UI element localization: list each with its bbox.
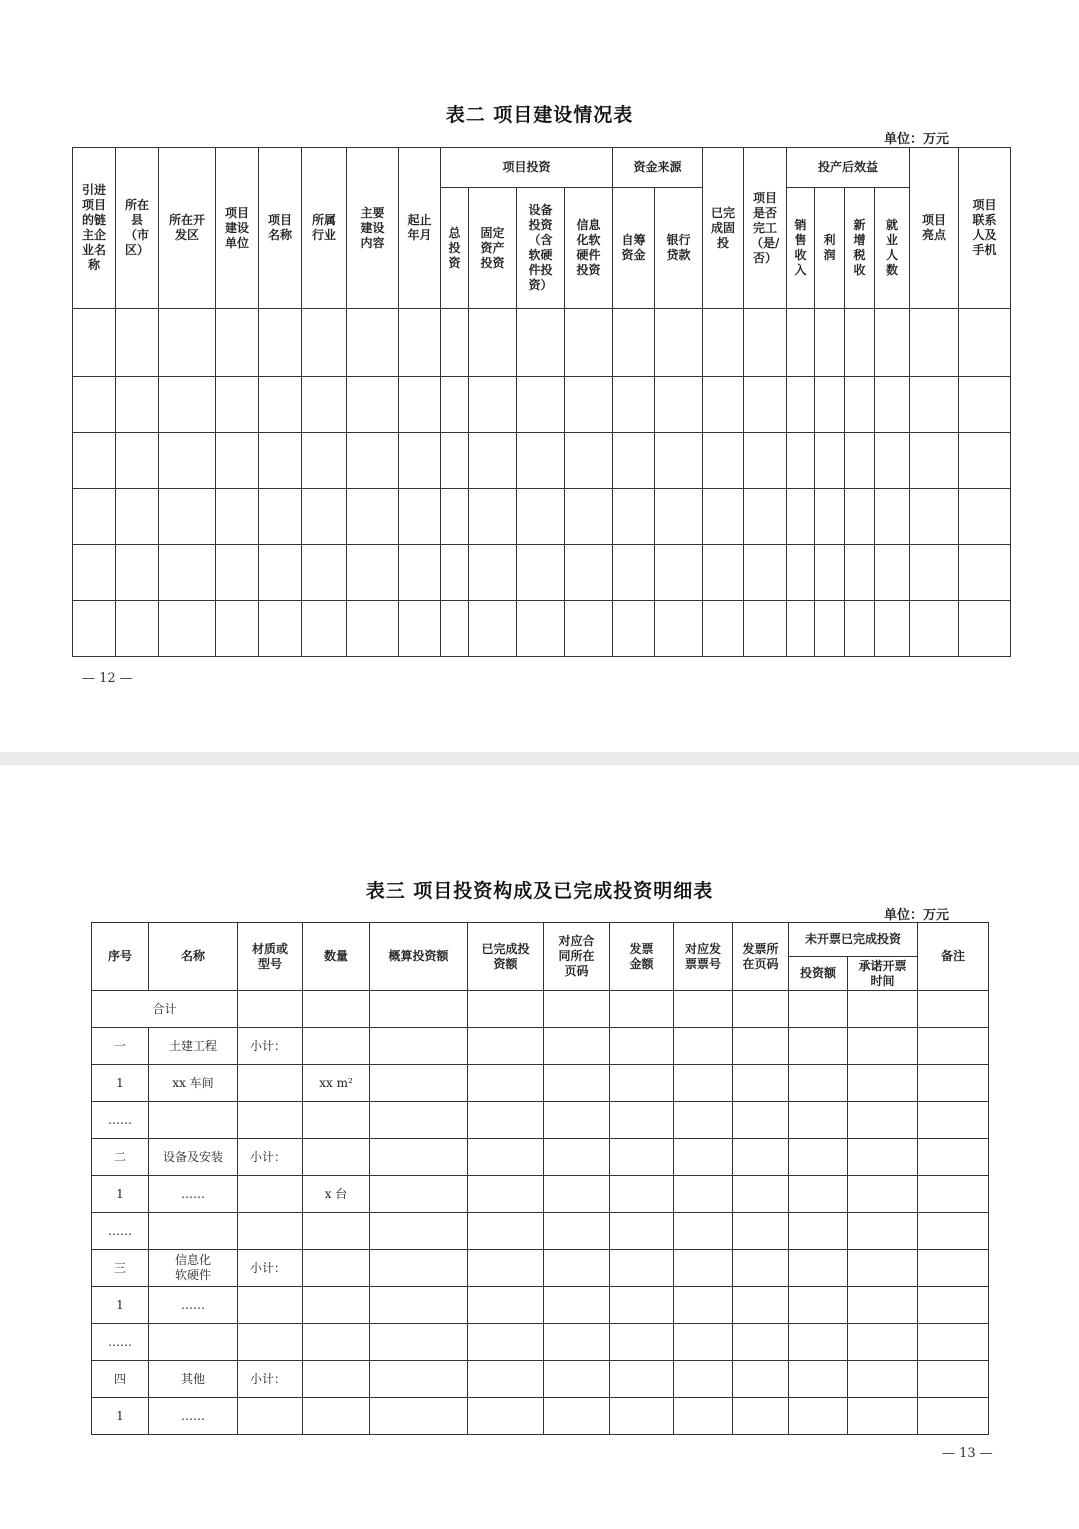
table-cell: [610, 1250, 674, 1287]
cell-name: 信息化软硬件: [149, 1250, 238, 1287]
cell-seq: 1: [92, 1287, 149, 1324]
table-cell: [789, 1398, 848, 1435]
table-cell: [674, 1102, 733, 1139]
table-cell: [918, 1324, 989, 1361]
table-cell: [610, 1139, 674, 1176]
cell-material: 小计：: [238, 1028, 303, 1065]
header-main-content: 主要建设内容: [347, 148, 399, 309]
header-invoice-time: 承诺开票时间: [848, 957, 918, 991]
header-project-investment: 项目投资: [441, 148, 613, 188]
cell-seq: 1: [92, 1398, 149, 1435]
table-cell: [370, 1139, 468, 1176]
header-quantity: 数量: [303, 923, 370, 991]
cell-name: [149, 1324, 238, 1361]
table-row: [73, 309, 1011, 377]
table-row: [92, 1287, 989, 1324]
cell-quantity: [303, 1287, 370, 1324]
table-cell: [789, 1250, 848, 1287]
table3-unit: 单位：万元: [884, 908, 950, 923]
header-invoice-no: 对应发票票号: [674, 923, 733, 991]
table-cell: [610, 991, 674, 1028]
table-cell: [468, 991, 544, 1028]
header-period: 起止年月: [399, 148, 441, 309]
cell-name: 土建工程: [149, 1028, 238, 1065]
table-cell: [544, 1287, 610, 1324]
header-county: 所在县（市区）: [116, 148, 159, 309]
page-number-13: — 13 —: [942, 1446, 993, 1461]
cell-quantity: [303, 1398, 370, 1435]
cell-material: [238, 1102, 303, 1139]
table-cell: [303, 991, 370, 1028]
header-new-tax: 新增税收: [845, 188, 875, 309]
header-self-funds: 自筹资金: [613, 188, 655, 309]
table-row: [92, 1176, 989, 1213]
cell-material: [238, 1176, 303, 1213]
table-cell: [544, 991, 610, 1028]
table-cell: [610, 1102, 674, 1139]
table-cell: [848, 1398, 918, 1435]
table-row: [92, 1102, 989, 1139]
header-fixed-invest: 固定资产投资: [469, 188, 517, 309]
table-cell: [789, 1139, 848, 1176]
investment-detail-table: [91, 922, 989, 1435]
table-cell: [468, 1028, 544, 1065]
cell-quantity: [303, 1324, 370, 1361]
project-construction-table: [72, 147, 1011, 657]
table-cell: [674, 1065, 733, 1102]
header-total-invest: 总投资: [441, 188, 469, 309]
table-cell: [848, 1176, 918, 1213]
table-cell: [610, 1287, 674, 1324]
cell-quantity: [303, 1213, 370, 1250]
cell-seq: 三: [92, 1250, 149, 1287]
table-cell: [544, 1139, 610, 1176]
cell-seq: ……: [92, 1213, 149, 1250]
table-cell: [789, 1065, 848, 1102]
header-info-invest: 信息化软硬件投资: [565, 188, 613, 309]
table-cell: [789, 1176, 848, 1213]
cell-name: ……: [149, 1398, 238, 1435]
table-cell: [468, 1139, 544, 1176]
cell-quantity: [303, 1250, 370, 1287]
header-profit: 利润: [815, 188, 845, 309]
cell-quantity: [303, 1102, 370, 1139]
table2-unit: 单位：万元: [884, 132, 950, 147]
cell-seq: 1: [92, 1065, 149, 1102]
table-cell: [468, 1176, 544, 1213]
table-cell: [370, 1324, 468, 1361]
cell-quantity: [303, 1139, 370, 1176]
table-cell: [610, 1398, 674, 1435]
table-cell: [370, 1213, 468, 1250]
table-cell: [544, 1324, 610, 1361]
table-cell: [610, 1176, 674, 1213]
page-separator: [0, 752, 1079, 765]
table-cell: [918, 1176, 989, 1213]
header-name: 名称: [149, 923, 238, 991]
cell-material: 小计：: [238, 1139, 303, 1176]
header-uninvoiced-amount: 投资额: [789, 957, 848, 991]
table-cell: [468, 1250, 544, 1287]
header-dev-zone: 所在开发区: [159, 148, 216, 309]
table-row: [73, 545, 1011, 601]
header-budget: 概算投资额: [370, 923, 468, 991]
header-chain-enterprise: 引进项目的链主企业名称: [73, 148, 116, 309]
table-cell: [918, 1065, 989, 1102]
header-contract-page: 对应合同所在页码: [544, 923, 610, 991]
table-row: [92, 1028, 989, 1065]
table-cell: [544, 1213, 610, 1250]
table-cell: [610, 1213, 674, 1250]
table-cell: [544, 1361, 610, 1398]
header-jobs: 就业人数: [875, 188, 910, 309]
table-cell: [370, 1065, 468, 1102]
cell-name: ……: [149, 1287, 238, 1324]
table-cell: [918, 1213, 989, 1250]
header-invoice-amount: 发票金额: [610, 923, 674, 991]
table-cell: [468, 1065, 544, 1102]
table-cell: [848, 1139, 918, 1176]
table-cell: [789, 1361, 848, 1398]
cell-material: 小计：: [238, 1250, 303, 1287]
table-cell: [674, 1287, 733, 1324]
table-row: [92, 1250, 989, 1287]
table-cell: [848, 1065, 918, 1102]
table-row: [92, 1139, 989, 1176]
table-cell: [674, 1213, 733, 1250]
table-row: [92, 1065, 989, 1102]
cell-quantity: [303, 1028, 370, 1065]
cell-name: [149, 1102, 238, 1139]
header-uninvoiced-group: 未开票已完成投资: [789, 923, 918, 957]
table3-title: 表三 项目投资构成及已完成投资明细表: [365, 880, 714, 902]
table-cell: [610, 1361, 674, 1398]
table-cell: [733, 1287, 789, 1324]
header-industry: 所属行业: [302, 148, 347, 309]
cell-material: [238, 1398, 303, 1435]
table-cell: [610, 1028, 674, 1065]
table-row: [92, 1361, 989, 1398]
table-cell: [918, 1028, 989, 1065]
header-material: 材质或型号: [238, 923, 303, 991]
table-cell: [674, 1398, 733, 1435]
table-cell: [544, 1028, 610, 1065]
table-cell: [733, 1250, 789, 1287]
cell-seq: 二: [92, 1139, 149, 1176]
page-number-12: — 12 —: [82, 671, 133, 686]
table-row: [73, 377, 1011, 433]
table-cell: [733, 1361, 789, 1398]
table-cell: [789, 1324, 848, 1361]
table-cell: [370, 1361, 468, 1398]
header-seq: 序号: [92, 923, 149, 991]
table-cell: [370, 1398, 468, 1435]
table-cell: [468, 1102, 544, 1139]
page-12: [0, 0, 1079, 752]
table-row: [73, 433, 1011, 489]
table-cell: [733, 991, 789, 1028]
table-cell: [848, 1028, 918, 1065]
cell-quantity: [303, 1361, 370, 1398]
cell-material: [238, 1287, 303, 1324]
header-invoice-page: 发票所在页码: [733, 923, 789, 991]
cell-quantity: x 台: [303, 1176, 370, 1213]
table-cell: [674, 1361, 733, 1398]
table-cell: [848, 1102, 918, 1139]
cell-name: xx 车间: [149, 1065, 238, 1102]
header-completed-fixed: 已完成固投: [703, 148, 744, 309]
table-cell: [848, 1213, 918, 1250]
header-builder: 项目建设单位: [216, 148, 259, 309]
table-cell: [733, 1398, 789, 1435]
table-cell: [733, 1102, 789, 1139]
header-sales: 销售收入: [787, 188, 815, 309]
table2-title: 表二 项目建设情况表: [445, 104, 634, 126]
table-cell: [918, 1250, 989, 1287]
table-cell: [544, 1102, 610, 1139]
table-cell: [733, 1176, 789, 1213]
table-cell: [733, 1324, 789, 1361]
table-cell: [918, 1361, 989, 1398]
header-remark: 备注: [918, 923, 989, 991]
table-cell: [848, 1287, 918, 1324]
cell-material: [238, 1213, 303, 1250]
table-cell: [848, 991, 918, 1028]
table-cell: [918, 1287, 989, 1324]
cell-seq: 四: [92, 1361, 149, 1398]
table-cell: [918, 1102, 989, 1139]
table-cell: [918, 1139, 989, 1176]
header-finished: 项目是否完工（是/否）: [744, 148, 787, 309]
table-cell: [674, 1028, 733, 1065]
table-row: [92, 1398, 989, 1435]
cell-name: 设备及安装: [149, 1139, 238, 1176]
table-cell: [789, 1028, 848, 1065]
cell-name: ……: [149, 1176, 238, 1213]
cell-material: [238, 1324, 303, 1361]
page-13: [0, 765, 1079, 1529]
table-cell: [238, 991, 303, 1028]
table-cell: [918, 991, 989, 1028]
table-row: [73, 601, 1011, 657]
table-row: [92, 1324, 989, 1361]
table-cell: [733, 1139, 789, 1176]
cell-seq: ……: [92, 1102, 149, 1139]
table-cell: [674, 1250, 733, 1287]
header-fund-source: 资金来源: [613, 148, 703, 188]
table-cell: [544, 1250, 610, 1287]
cell-seq: 1: [92, 1176, 149, 1213]
table-cell: [733, 1065, 789, 1102]
table-cell: [370, 1176, 468, 1213]
table-cell: [468, 1287, 544, 1324]
table-cell: [370, 1250, 468, 1287]
table-cell: [674, 1324, 733, 1361]
header-bank-loan: 银行贷款: [655, 188, 703, 309]
table-row: [92, 991, 989, 1028]
cell-name: [149, 1213, 238, 1250]
table-cell: [468, 1398, 544, 1435]
total-label: 合计: [92, 991, 238, 1028]
table-row: [73, 489, 1011, 545]
table-row: [92, 1213, 989, 1250]
table-cell: [544, 1176, 610, 1213]
table-cell: [674, 991, 733, 1028]
table-cell: [848, 1361, 918, 1398]
table3-body: [92, 991, 989, 1435]
table-cell: [468, 1324, 544, 1361]
table-cell: [789, 1287, 848, 1324]
table-cell: [674, 1176, 733, 1213]
cell-name: 其他: [149, 1361, 238, 1398]
header-contact: 项目联系人及手机: [959, 148, 1011, 309]
header-benefits: 投产后效益: [787, 148, 910, 188]
header-equipment-invest: 设备投资（含软硬件投资）: [517, 188, 565, 309]
table-cell: [468, 1361, 544, 1398]
table-cell: [468, 1213, 544, 1250]
table-cell: [544, 1065, 610, 1102]
table-cell: [733, 1213, 789, 1250]
table-cell: [610, 1065, 674, 1102]
table-cell: [370, 1028, 468, 1065]
table-cell: [674, 1139, 733, 1176]
table-cell: [789, 1213, 848, 1250]
table-cell: [610, 1324, 674, 1361]
table-cell: [733, 1028, 789, 1065]
cell-seq: ……: [92, 1324, 149, 1361]
header-project-name: 项目名称: [259, 148, 302, 309]
cell-quantity: xx m²: [303, 1065, 370, 1102]
table-cell: [370, 1287, 468, 1324]
table-cell: [789, 1102, 848, 1139]
table2-body: [73, 309, 1011, 657]
table-cell: [848, 1324, 918, 1361]
table-cell: [544, 1398, 610, 1435]
table-cell: [370, 991, 468, 1028]
header-completed-investment: 已完成投资额: [468, 923, 544, 991]
table-cell: [370, 1102, 468, 1139]
table-cell: [789, 991, 848, 1028]
table-cell: [848, 1250, 918, 1287]
cell-seq: 一: [92, 1028, 149, 1065]
cell-material: [238, 1065, 303, 1102]
table-cell: [918, 1398, 989, 1435]
cell-material: 小计：: [238, 1361, 303, 1398]
header-highlight: 项目亮点: [910, 148, 959, 309]
